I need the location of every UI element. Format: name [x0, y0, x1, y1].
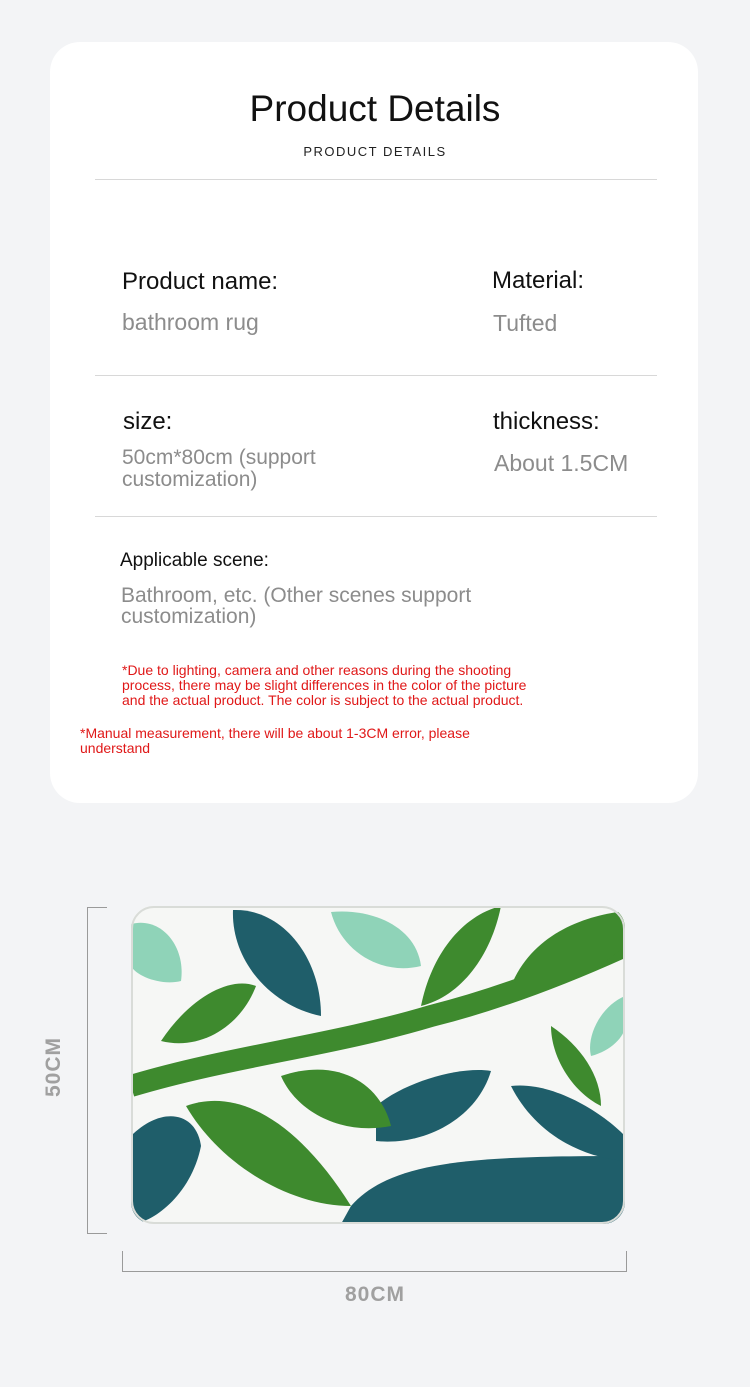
size-value-line-1: 50cm*80cm (support — [122, 446, 316, 469]
thickness-value: About 1.5CM — [494, 450, 629, 476]
height-dimension-label: 50CM — [42, 1036, 65, 1098]
height-dimension-tick — [87, 907, 107, 908]
page-subtitle: PRODUCT DETAILS — [303, 144, 447, 159]
divider — [95, 375, 657, 376]
rug-image — [131, 906, 625, 1224]
height-dimension-tick — [87, 1233, 107, 1234]
divider — [95, 179, 657, 180]
width-dimension-line — [122, 1271, 627, 1272]
lighting-note-line-2: process, there may be slight differences in the color of the picture — [122, 677, 527, 693]
measurement-note-line-2: understand — [80, 740, 151, 756]
thickness-label: thickness: — [493, 408, 600, 435]
divider — [95, 516, 657, 517]
measurement-note-line-1: *Manual measurement, there will be about 1-3CM error, please — [80, 725, 470, 741]
material-value: Tufted — [493, 310, 558, 336]
width-dimension-tick — [626, 1251, 627, 1271]
scene-label: Applicable scene: — [120, 550, 269, 571]
material-label: Material: — [492, 267, 585, 294]
width-dimension-label: 80CM — [344, 1283, 406, 1306]
size-label: size: — [123, 408, 173, 435]
lighting-note-line-3: and the actual product. The color is subject to the actual product. — [122, 692, 524, 708]
width-dimension-tick — [122, 1251, 123, 1271]
product-name-label: Product name: — [122, 268, 279, 295]
lighting-note-line-1: *Due to lighting, camera and other reasons during the shooting — [122, 662, 512, 678]
height-dimension-line — [87, 907, 88, 1234]
product-name-value: bathroom rug — [122, 309, 259, 335]
scene-value-line-1: Bathroom, etc. (Other scenes support — [121, 584, 472, 607]
scene-value-line-2: customization) — [121, 605, 257, 628]
size-value-line-2: customization) — [122, 468, 258, 491]
page-title: Product Details — [249, 88, 501, 129]
